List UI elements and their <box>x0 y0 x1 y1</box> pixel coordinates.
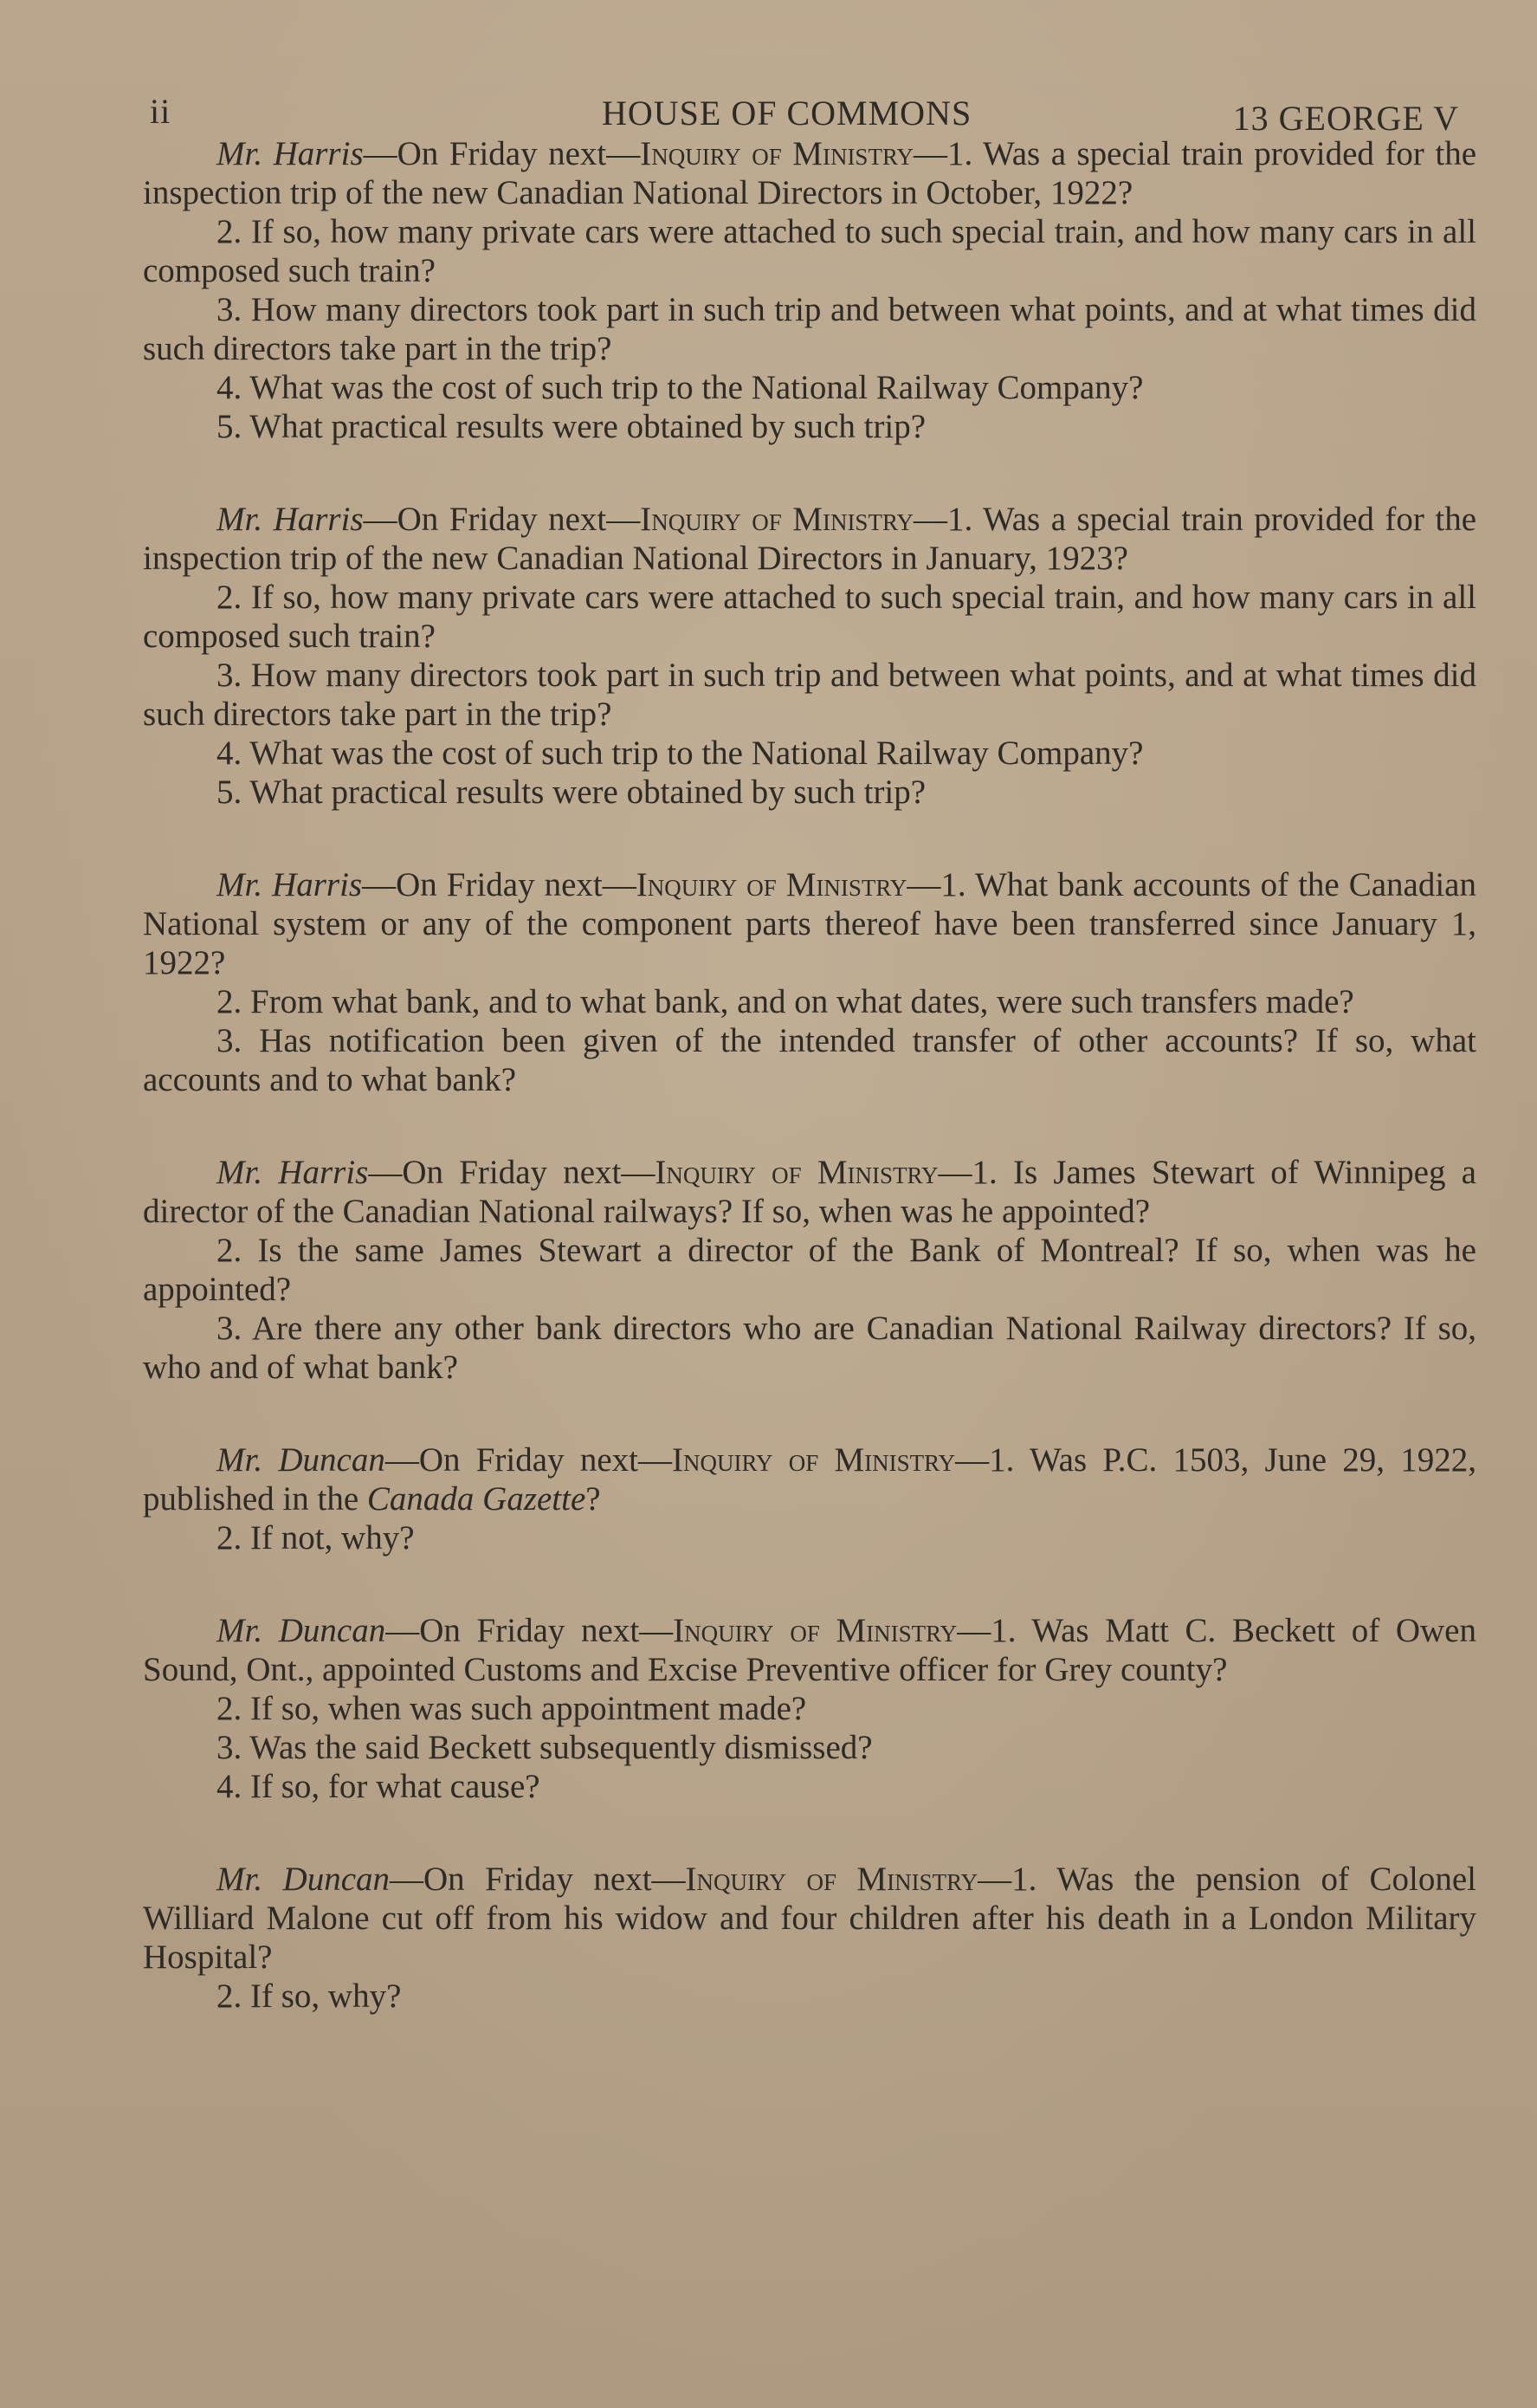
question-first: —1. Was a special train provided for the inspection trip of the new Canadian National Directors in January, 1923? <box>143 501 1476 577</box>
question-when: —On Friday next— <box>385 1612 674 1649</box>
question-kind: Inquiry of Ministry <box>640 135 914 172</box>
question-item: 5. What practical results were obtained by such trip? <box>216 408 927 445</box>
member-name: Mr. Duncan <box>216 1861 391 1898</box>
question-item: 2. If so, why? <box>216 1978 402 2015</box>
question-when: —On Friday next— <box>363 501 641 538</box>
question-first: —1. Was Matt C. Beckett of Owen Sound, Ont., appointed Customs and Excise Preventive officer for Grey county? <box>143 1612 1476 1688</box>
question-when: —On Friday next— <box>368 1154 655 1191</box>
member-name: Mr. Harris <box>216 501 364 538</box>
member-name: Mr. Harris <box>216 866 363 903</box>
question-item: 2. If so, how many private cars were attached to such special train, and how many cars in all composed such train? <box>143 579 1476 655</box>
question-when: —On Friday next— <box>390 1861 686 1898</box>
question-block <box>143 865 1476 1099</box>
question-item: 4. What was the cost of such trip to the National Railway Company? <box>216 369 1144 406</box>
question-item: 3. How many directors took part in such trip and between what points, and at what times did such directors take part in the trip? <box>143 657 1476 733</box>
question-lead <box>143 134 1476 212</box>
question-lead <box>143 1611 1476 1689</box>
question-lead <box>143 500 1476 578</box>
question-item: 2. If so, when was such appointment made? <box>216 1690 807 1727</box>
question-kind: Inquiry of Ministry <box>640 501 914 538</box>
question-lead <box>143 1440 1476 1518</box>
member-name: Mr. Duncan <box>216 1441 385 1479</box>
question-item: 3. How many directors took part in such trip and between what points, and at what times did such directors take part in the trip? <box>143 291 1476 367</box>
page-number: ii <box>150 92 171 131</box>
question-block <box>143 500 1476 812</box>
question-kind: Inquiry of Ministry <box>685 1861 978 1898</box>
question-when: —On Friday next— <box>362 866 636 903</box>
question-item: 5. What practical results were obtained by such trip? <box>216 774 927 811</box>
question-first: —1. Was a special train provided for the inspection trip of the new Canadian National Directors in October, 1922? <box>143 135 1476 211</box>
question-item: 3. Are there any other bank directors who are Canadian National Railway directors? If so, who and of what bank? <box>143 1310 1476 1386</box>
question-item: 2. From what bank, and to what bank, and on what dates, were such transfers made? <box>216 983 1354 1020</box>
header-title: HOUSE OF COMMONS <box>602 94 972 133</box>
question-first-end: ? <box>585 1480 601 1518</box>
question-item: 3. Was the said Beckett subsequently dismissed? <box>216 1729 873 1766</box>
question-first: —1. What bank accounts of the Canadian National system or any of the component parts thereof have been transferred since January 1, 1922? <box>143 866 1476 981</box>
question-item: 3. Has notification been given of the intended transfer of other accounts? If so, what accounts and to what bank? <box>143 1022 1476 1098</box>
question-first: —1. Was the pension of Colonel Williard Malone cut off from his widow and four children after his death in a London Military Hospital? <box>143 1861 1476 1976</box>
member-name: Mr. Harris <box>216 1154 369 1191</box>
member-name: Mr. Harris <box>216 135 364 172</box>
question-when: —On Friday next— <box>384 1441 672 1479</box>
question-first: —1. Is James Stewart of Winnipeg a director of the Canadian National railways? If so, when was he appointed? <box>143 1154 1476 1230</box>
question-block <box>143 1153 1476 1387</box>
question-when: —On Friday next— <box>363 135 641 172</box>
question-kind: Inquiry of Ministry <box>671 1441 956 1479</box>
member-name: Mr. Duncan <box>216 1612 386 1649</box>
question-lead <box>143 865 1476 982</box>
question-item: 4. What was the cost of such trip to the National Railway Company? <box>216 735 1144 772</box>
publication-title: Canada Gazette <box>366 1480 586 1518</box>
question-item: 2. If so, how many private cars were attached to such special train, and how many cars in all composed such train? <box>143 213 1476 289</box>
question-item: 2. If not, why? <box>216 1519 415 1557</box>
question-item: 2. Is the same James Stewart a director of the Bank of Montreal? If so, when was he appointed? <box>143 1232 1476 1308</box>
question-kind: Inquiry of Ministry <box>655 1154 939 1191</box>
regnal-year: 13 GEORGE V <box>1232 99 1459 138</box>
question-kind: Inquiry of Ministry <box>636 866 907 903</box>
question-block <box>143 1611 1476 1806</box>
question-first: —1. Was P.C. 1503, June 29, 1922, published in the <box>143 1441 1477 1518</box>
running-header <box>143 82 1476 138</box>
question-lead <box>143 1153 1476 1231</box>
question-block <box>143 1440 1476 1557</box>
question-block <box>143 1860 1476 2016</box>
question-lead <box>143 1860 1476 1977</box>
question-item: 4. If so, for what cause? <box>216 1768 540 1805</box>
question-block <box>143 134 1476 446</box>
question-kind: Inquiry of Ministry <box>673 1612 958 1649</box>
